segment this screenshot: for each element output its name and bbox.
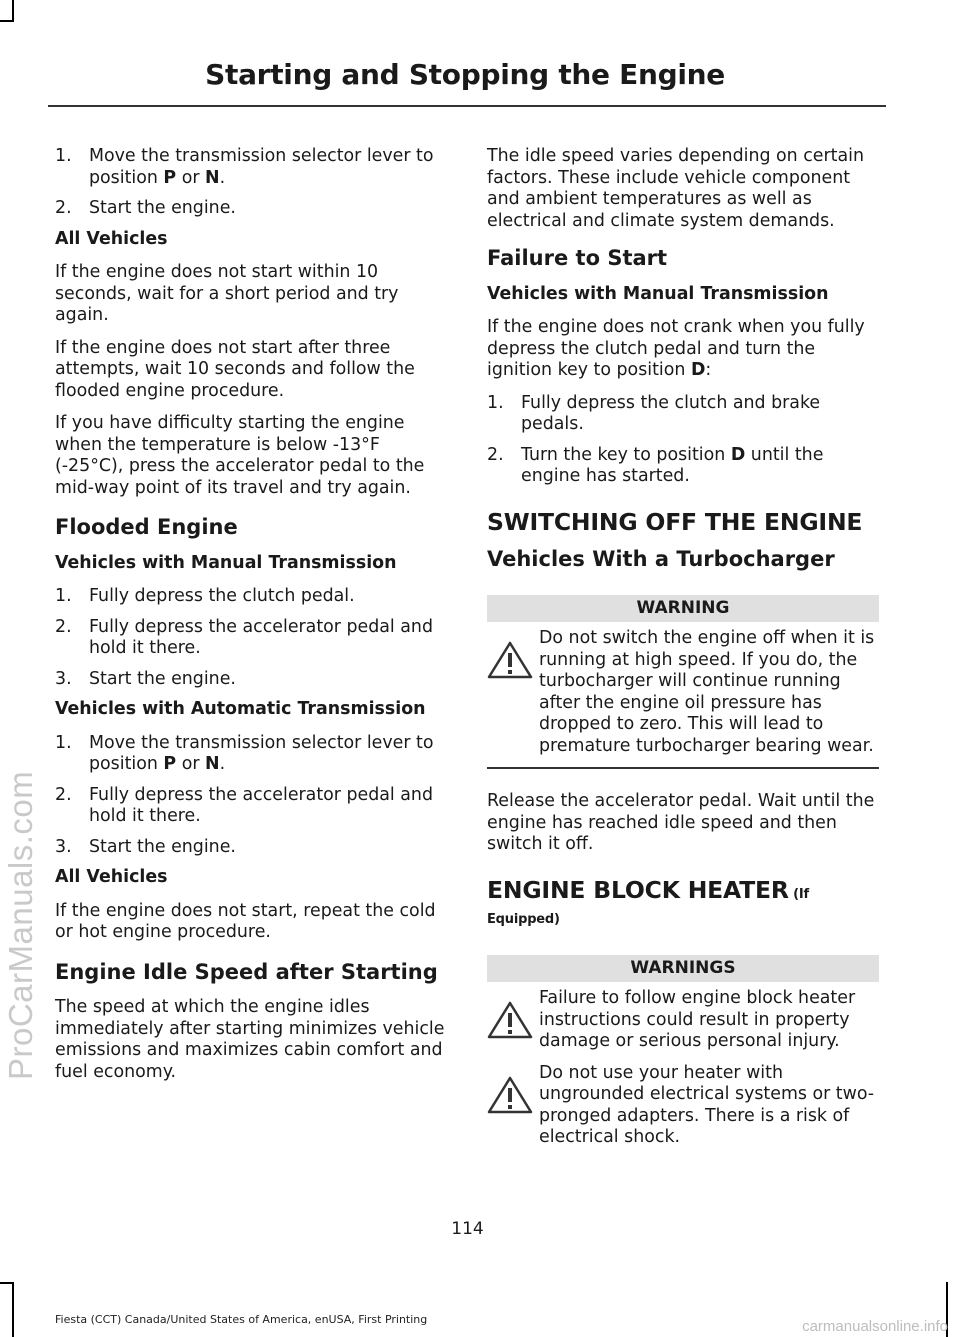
warning-divider xyxy=(487,767,879,769)
list-item: 2. Fully depress the accelerator pedal and hold it there. xyxy=(55,616,433,658)
warning-triangle-icon xyxy=(487,1000,533,1040)
subheading-all-vehicles: All Vehicles xyxy=(55,867,168,887)
warnings-label: WARNINGS xyxy=(487,955,879,983)
list-item: 3. Start the engine. xyxy=(55,668,236,689)
warning-label: WARNING xyxy=(487,595,879,623)
subheading-automatic: Vehicles with Automatic Transmission xyxy=(55,699,426,719)
paragraph: The speed at which the engine idles immediately after starting minimizes vehicle emissions and maximizes cabin comfort and fuel economy. xyxy=(55,997,445,1082)
heading-turbocharger: Vehicles With a Turbocharger xyxy=(487,547,835,571)
list-item: 1. Fully depress the clutch and brake pedals. xyxy=(487,392,821,434)
list-item: 1. Move the transmission selector lever to position P or N. xyxy=(55,146,434,188)
subheading-all-vehicles: All Vehicles xyxy=(55,228,168,249)
warning-triangle-icon xyxy=(487,640,533,680)
paragraph: If the engine does not crank when you fully depress the clutch pedal and turn the ignition key to position D: xyxy=(487,317,865,380)
heading-idle-speed: Engine Idle Speed after Starting xyxy=(55,959,438,984)
paragraph: The idle speed varies depending on certain factors. These include vehicle component and ambient temperatures as well as electrical and climate system demands. xyxy=(487,146,864,231)
left-column xyxy=(55,146,450,1094)
crop-mark xyxy=(0,20,14,22)
right-column xyxy=(487,146,879,1159)
warning-item: Do not use your heater with ungrounded electrical systems or two-pronged adapters. There is a risk of electrical shock. xyxy=(487,1063,879,1149)
list-item: 3. Start the engine. xyxy=(55,836,236,857)
warning-item: Failure to follow engine block heater instructions could result in property damage or serious personal injury. xyxy=(487,988,879,1053)
header-divider xyxy=(48,105,886,107)
list-item: 2. Fully depress the accelerator pedal and hold it there. xyxy=(55,784,433,826)
list-item: 1. Fully depress the clutch pedal. xyxy=(55,586,355,606)
paragraph: If you have difficulty starting the engine when the temperature is below -13°F (-25°C), press the accelerator pedal to the mid-way point of its travel and try again. xyxy=(55,413,425,498)
warning-item: Do not switch the engine off when it is running at high speed. If you do, the turbocharger will continue running after the engine oil pressure has dropped to zero. This will lead to premature turbocharger bearing wear. xyxy=(487,628,879,757)
page-number: 114 xyxy=(451,1219,484,1239)
warning-triangle-icon xyxy=(487,1075,533,1115)
heading-switching-off: SWITCHING OFF THE ENGINE xyxy=(487,507,863,536)
subheading-manual: Vehicles with Manual Transmission xyxy=(487,283,829,304)
crop-mark xyxy=(0,1282,14,1284)
side-watermark: ProCarManuals.com xyxy=(2,770,39,1080)
crop-mark xyxy=(12,1282,14,1337)
page-title: Starting and Stopping the Engine xyxy=(205,58,725,91)
list-item: 1. Move the transmission selector lever to position P or N. xyxy=(55,732,434,774)
list-item: 2. Start the engine. xyxy=(55,198,236,218)
list-item: 2. Turn the key to position D until the engine has started. xyxy=(487,444,824,486)
crop-mark xyxy=(12,0,14,22)
footer-text: Fiesta (CCT) Canada/United States of America, enUSA, First Printing xyxy=(55,1313,428,1326)
heading-flooded-engine: Flooded Engine xyxy=(55,515,238,539)
paragraph: If the engine does not start, repeat the cold or hot engine procedure. xyxy=(55,900,436,942)
paragraph: If the engine does not start within 10 seconds, wait for a short period and try again. xyxy=(55,262,399,325)
subheading-manual: Vehicles with Manual Transmission xyxy=(55,552,397,573)
paragraph: Release the accelerator pedal. Wait until the engine has reached idle speed and then switch it off. xyxy=(487,791,875,854)
bottom-watermark: carmanualsonline.info xyxy=(802,1318,948,1335)
paragraph: If the engine does not start after three attempts, wait 10 seconds and follow the flooded engine procedure. xyxy=(55,337,415,401)
heading-engine-block-heater: ENGINE BLOCK HEATER (If Equipped) xyxy=(487,875,809,927)
heading-failure-to-start: Failure to Start xyxy=(487,246,668,270)
